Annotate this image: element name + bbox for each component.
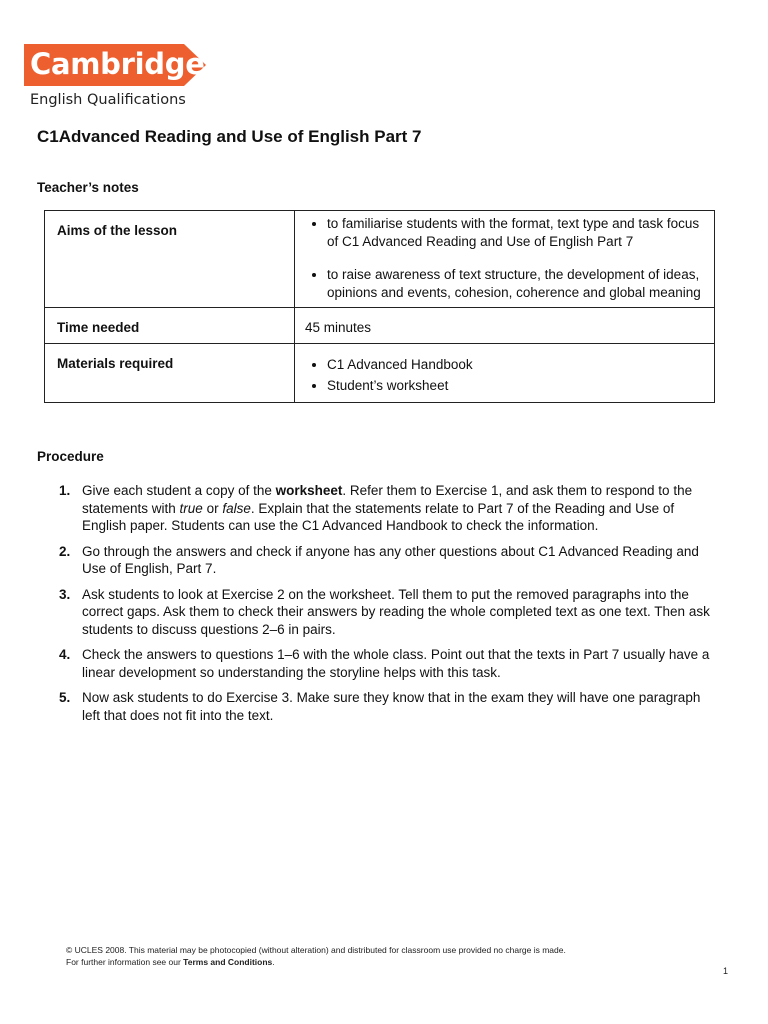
table-row <box>45 344 715 403</box>
step-number: 2. <box>59 543 71 559</box>
materials-value <box>295 344 715 403</box>
table-row <box>45 308 715 344</box>
materials-list <box>305 356 704 394</box>
list-item <box>54 482 714 535</box>
procedure-list <box>54 482 714 732</box>
step-number: 4. <box>59 647 71 662</box>
lesson-info-table <box>44 210 715 403</box>
list-item <box>54 646 714 681</box>
aims-list <box>305 215 704 250</box>
logo-subtitle: English Qualifications <box>30 92 186 108</box>
step-text: Give each student a copy of the worksheet. Refer them to Exercise 1, and ask them to respond to the statements with true or false. Explain that the statements relate to Part 7 of the Reading and Use of English paper. Students can use the C1 Advanced Handbook to check the information. <box>82 483 693 533</box>
list-item: • to familiarise students with the format, text type and task focus of C1 Advanced Reading and Use of English Part 7 <box>327 215 704 250</box>
list-item: • C1 Advanced Handbook <box>327 356 704 374</box>
time-label: Time needed <box>45 308 295 344</box>
page-number: 1 <box>722 966 728 976</box>
section-subtitle: Teacher’s notes <box>37 180 139 195</box>
list-item: • Student’s worksheet <box>327 377 704 395</box>
procedure-heading: Procedure <box>37 449 104 464</box>
time-value: 45 minutes <box>295 308 715 344</box>
list-item: • to raise awareness of text structure, the development of ideas, opinions and events, cohesion, coherence and global meaning <box>327 266 704 301</box>
materials-label: Materials required <box>45 344 295 403</box>
step-text: Ask students to look at Exercise 2 on the worksheet. Tell them to put the removed paragraphs into the correct gaps. Ask them to check their answers by reading the whole completed text as one text. Then ask students to discuss questions 2–6 in pairs. <box>82 586 710 637</box>
aims-label: Aims of the lesson <box>45 211 295 308</box>
table-row <box>45 211 715 308</box>
terms-link[interactable]: Terms and Conditions <box>183 957 273 967</box>
footer-info: For further information see our Terms and Conditions. <box>66 957 275 967</box>
aims-value <box>295 211 715 308</box>
true-emphasis: true <box>179 500 203 516</box>
logo-tag-shape <box>24 44 206 86</box>
step-text: Check the answers to questions 1–6 with the whole class. Point out that the texts in Part 7 usually have a linear development so understanding the storyline helps with this task. <box>82 647 710 680</box>
step-number: 1. <box>59 483 71 498</box>
footer <box>66 944 566 968</box>
step-text: Go through the answers and check if anyone has any other questions about C1 Advanced Reading and Use of English, Part 7. <box>82 543 699 576</box>
logo-brand: Cambridge <box>30 47 205 81</box>
cambridge-logo <box>24 44 206 86</box>
step-number: 5. <box>59 690 71 705</box>
worksheet-emphasis: worksheet <box>275 483 343 498</box>
list-item <box>54 586 714 639</box>
copyright-text: © UCLES 2008. This material may be photocopied (without alteration) and distributed for classroom use provided no charge is made. <box>66 945 566 955</box>
list-item <box>54 689 714 724</box>
false-emphasis: false <box>222 500 251 516</box>
page-title: C1Advanced Reading and Use of English Part 7 <box>37 127 422 146</box>
aims-list <box>305 266 704 301</box>
step-number: 3. <box>59 586 71 602</box>
step-text: Now ask students to do Exercise 3. Make sure they know that in the exam they will have one paragraph left that does not fit into the text. <box>82 690 701 723</box>
list-item <box>54 543 714 578</box>
